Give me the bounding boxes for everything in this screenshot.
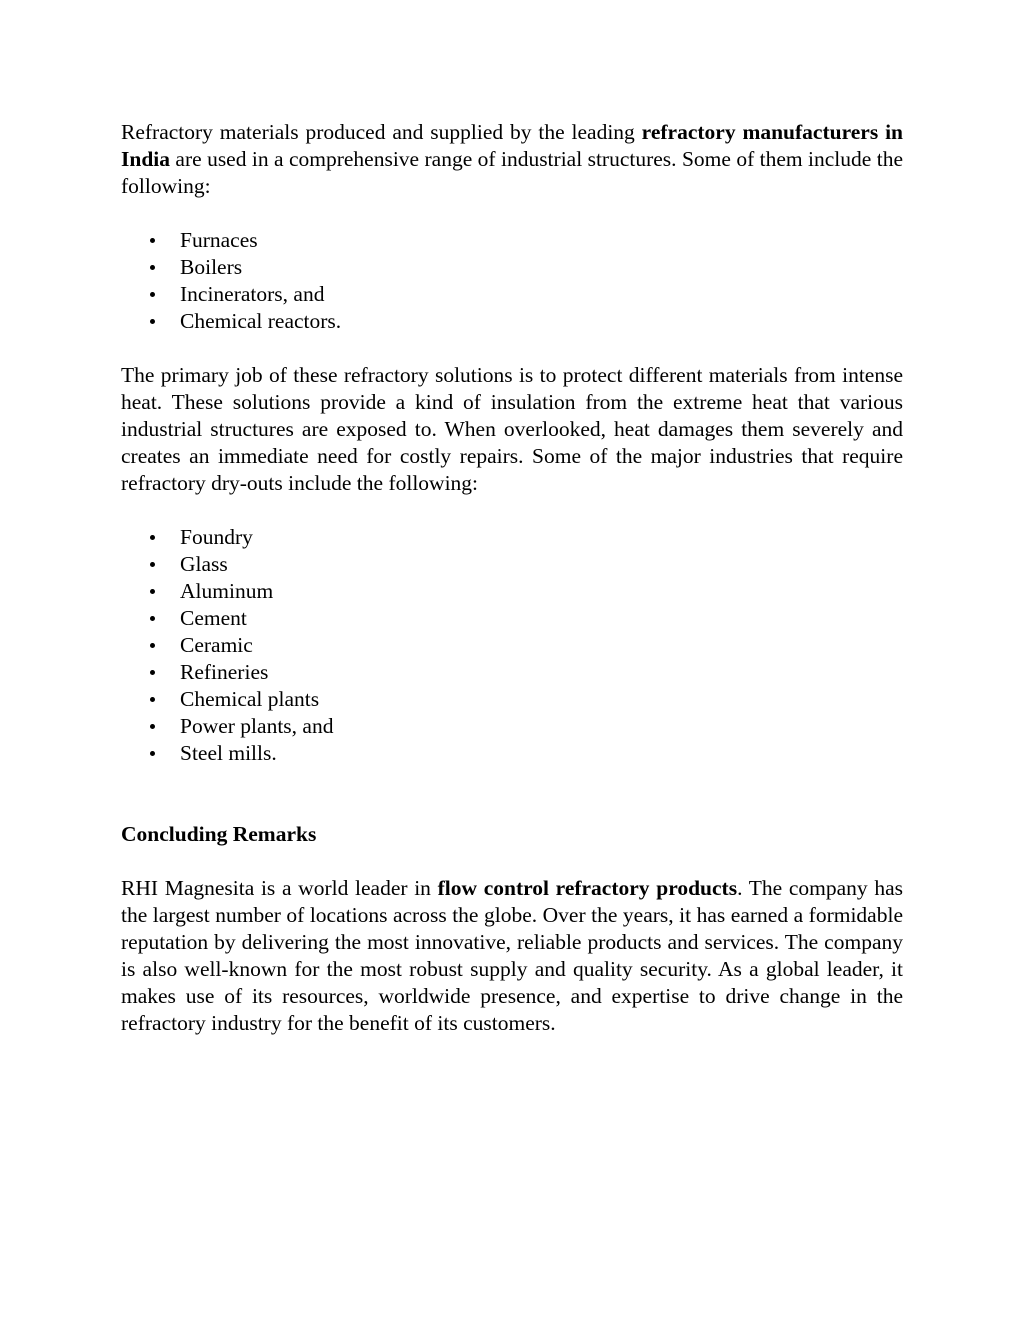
- bullet-icon: [150, 697, 155, 702]
- bullet-icon: [150, 238, 155, 243]
- list-item: [121, 524, 903, 551]
- list-item: [121, 713, 903, 740]
- primary-job-paragraph: The primary job of these refractory solutions is to protect different materials from intense heat. These solutions provide a kind of insulation from the extreme heat that various industrial structures are exposed to. When overlooked, heat damages them severely and creates an immediate need for costly repairs. Some of the major industries that require refractory dry-outs include the following:: [121, 363, 903, 495]
- list-item: [121, 551, 903, 578]
- bullet-icon: [150, 535, 155, 540]
- list-item-text: Refineries: [180, 660, 269, 684]
- intro-text-before: Refractory materials produced and supplied by the leading: [121, 120, 642, 144]
- list-item-text: Power plants, and: [180, 714, 334, 738]
- bullet-icon: [150, 265, 155, 270]
- list-item-text: Chemical plants: [180, 687, 320, 711]
- structures-list: [121, 227, 903, 335]
- list-item: [121, 578, 903, 605]
- intro-paragraph: [121, 119, 903, 200]
- concluding-heading: Concluding Remarks: [121, 822, 317, 846]
- list-item-text: Foundry: [180, 525, 253, 549]
- bullet-icon: [150, 643, 155, 648]
- concluding-text-after: . The company has the largest number of locations across the globe. Over the years, it has earned a formidable reputation by delivering the most innovative, reliable products and services. The company is also well-known for the most robust supply and quality security. As a global leader, it makes use of its resources, worldwide presence, and expertise to drive change in the refractory industry for the benefit of its customers.: [121, 876, 903, 1035]
- list-item: [121, 281, 903, 308]
- list-item-text: Incinerators, and: [180, 282, 325, 306]
- list-item: [121, 254, 903, 281]
- concluding-paragraph: [121, 875, 903, 1037]
- bullet-icon: [150, 616, 155, 621]
- flow-control-products-link[interactable]: flow control refractory products: [437, 876, 738, 900]
- list-item-text: Ceramic: [180, 633, 253, 657]
- list-item: [121, 632, 903, 659]
- bullet-icon: [150, 292, 155, 297]
- list-item-text: Chemical reactors.: [180, 309, 342, 333]
- list-item: [121, 686, 903, 713]
- intro-text-after: are used in a comprehensive range of industrial structures. Some of them include the following:: [121, 147, 903, 198]
- list-item-text: Boilers: [180, 255, 243, 279]
- list-item-text: Furnaces: [180, 228, 258, 252]
- bullet-icon: [150, 751, 155, 756]
- bullet-icon: [150, 562, 155, 567]
- list-item: [121, 227, 903, 254]
- bullet-icon: [150, 724, 155, 729]
- list-item-text: Cement: [180, 606, 247, 630]
- list-item-text: Aluminum: [180, 579, 274, 603]
- industries-list: [121, 524, 903, 767]
- list-item: [121, 308, 903, 335]
- list-item-text: Steel mills.: [180, 741, 277, 765]
- refractory-manufacturers-link[interactable]: refractory manufacturers in India: [121, 120, 903, 171]
- bullet-icon: [150, 589, 155, 594]
- bullet-icon: [150, 670, 155, 675]
- concluding-text-before: RHI Magnesita is a world leader in: [121, 876, 438, 900]
- list-item-text: Glass: [180, 552, 228, 576]
- list-item: [121, 659, 903, 686]
- document-page: [121, 119, 903, 1037]
- list-item: [121, 605, 903, 632]
- list-item: [121, 740, 903, 767]
- bullet-icon: [150, 319, 155, 324]
